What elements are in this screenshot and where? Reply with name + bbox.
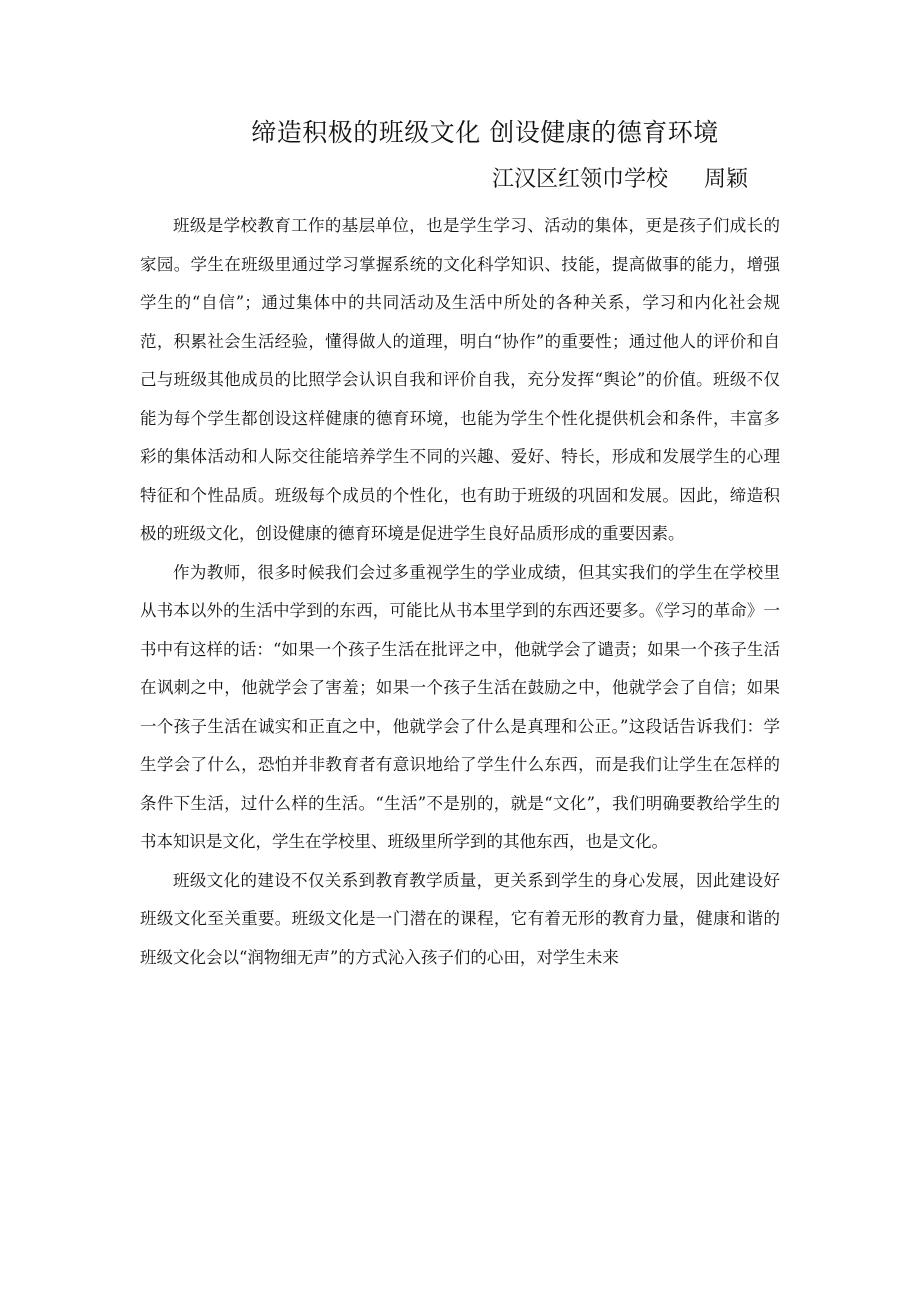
author-school: 江汉区红领巾学校 xyxy=(491,167,668,192)
paragraph-1: 班级是学校教育工作的基层单位，也是学生学习、活动的集体，更是孩子们成长的家园。学生在班级里通过学习掌握系统的文化科学知识、技能，提高做事的能力，增强学生的“自信”；通过集体中的共同活动及生活中所处的各种关系，学习和内化社会规范，积累社会生活经验，懂得做人的道理，明白“协作”的重要性；通过他人的评价和自己与班级其他成员的比照学会认识自我和评价自我，充分发挥“舆论”的价值。班级不仅能为每个学生都创设这样健康的德育环境，也能为学生个性化提供机会和条件，丰富多彩的集体活动和人际交往能培养学生不同的兴趣、爱好、特长，形成和发展学生的心理特征和个性品质。班级每个成员的个性化，也有助于班级的巩固和发展。因此，缔造积极的班级文化，创设健康的德育环境是促进学生良好品质形成的重要因素。 xyxy=(140,216,780,543)
document-title: 缔造积极的班级文化 创设健康的德育环境 xyxy=(251,118,719,147)
author-name: 周颖 xyxy=(703,167,748,192)
author-line xyxy=(140,162,748,198)
paragraph-3: 班级文化的建设不仅关系到教育教学质量，更关系到学生的身心发展，因此建设好班级文化至关重要。班级文化是一门潜在的课程，它有着无形的教育力量，健康和谐的班级文化会以“润物细无声”的方式沁入孩子们的心田，对学生未来 xyxy=(140,870,780,967)
paragraph-2: 作为教师，很多时候我们会过多重视学生的学业成绩，但其实我们的学生在学校里从书本以外的生活中学到的东西，可能比从书本里学到的东西还要多。《学习的革命》一书中有这样的话：“如果一个孩子生活在批评之中，他就学会了谴责；如果一个孩子生活在讽刺之中，他就学会了害羞；如果一个孩子生活在鼓励之中，他就学会了自信；如果一个孩子生活在诚实和正直之中，他就学会了什么是真理和公正。”这段话告诉我们：学生学会了什么，恐怕并非教育者有意识地给了学生什么东西，而是我们让学生在怎样的条件下生活，过什么样的生活。“生活”不是别的，就是“文化”，我们明确要教给学生的书本知识是文化，学生在学校里、班级里所学到的其他东西，也是文化。 xyxy=(140,562,780,851)
document-body xyxy=(140,207,780,977)
